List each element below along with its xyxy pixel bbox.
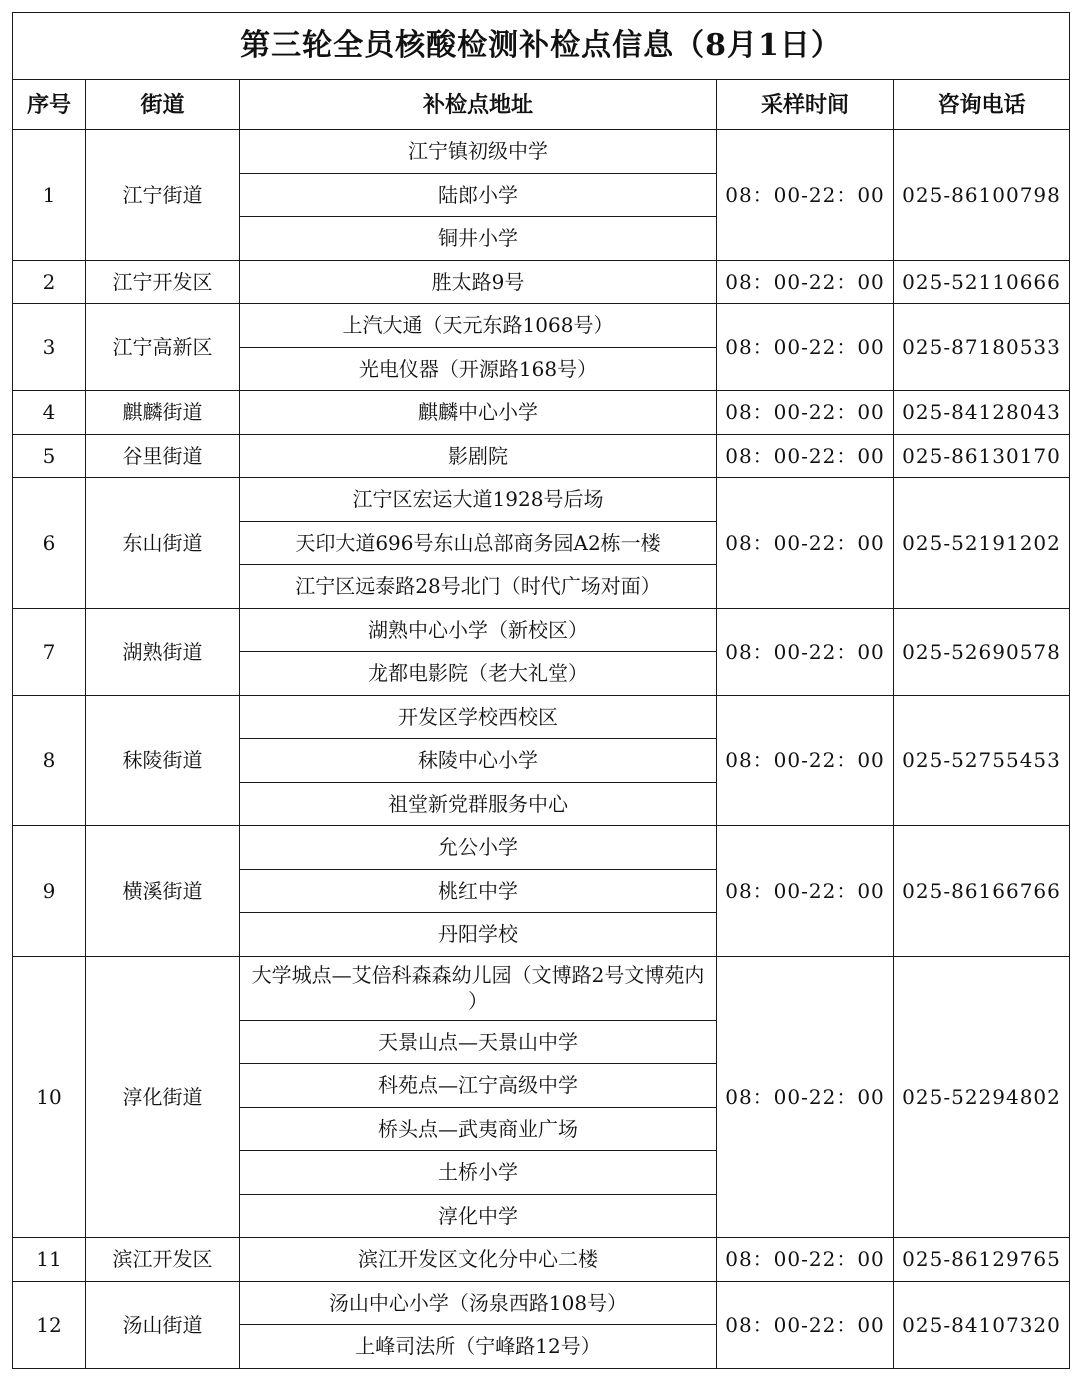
street-name: 麒麟街道 bbox=[86, 391, 240, 435]
sampling-time: 08：00-22：00 bbox=[717, 1281, 894, 1368]
sampling-time: 08：00-22：00 bbox=[717, 130, 894, 261]
table-row bbox=[13, 130, 1070, 174]
table-row bbox=[13, 260, 1070, 304]
table-row bbox=[13, 391, 1070, 435]
table-row bbox=[13, 304, 1070, 348]
row-index: 3 bbox=[13, 304, 86, 391]
street-name: 秣陵街道 bbox=[86, 695, 240, 826]
sampling-address: 江宁镇初级中学 bbox=[240, 130, 717, 174]
table-row bbox=[13, 956, 1070, 1020]
sampling-address: 麒麟中心小学 bbox=[240, 391, 717, 435]
sampling-time: 08：00-22：00 bbox=[717, 826, 894, 957]
hotline-phone: 025-86129765 bbox=[894, 1238, 1070, 1282]
street-name: 横溪街道 bbox=[86, 826, 240, 957]
sampling-address: 江宁区宏运大道1928号后场 bbox=[240, 478, 717, 522]
row-index: 11 bbox=[13, 1238, 86, 1282]
sampling-address: 汤山中心小学（汤泉西路108号） bbox=[240, 1281, 717, 1325]
sampling-time: 08：00-22：00 bbox=[717, 391, 894, 435]
sampling-time: 08：00-22：00 bbox=[717, 434, 894, 478]
row-index: 7 bbox=[13, 608, 86, 695]
street-name: 东山街道 bbox=[86, 478, 240, 609]
table-row bbox=[13, 608, 1070, 652]
table-row bbox=[13, 478, 1070, 522]
sampling-address: 上峰司法所（宁峰路12号） bbox=[240, 1325, 717, 1369]
sampling-time: 08：00-22：00 bbox=[717, 956, 894, 1238]
hotline-phone: 025-86166766 bbox=[894, 826, 1070, 957]
hotline-phone: 025-52294802 bbox=[894, 956, 1070, 1238]
street-name: 汤山街道 bbox=[86, 1281, 240, 1368]
table-row bbox=[13, 1238, 1070, 1282]
hotline-phone: 025-52690578 bbox=[894, 608, 1070, 695]
table-row bbox=[13, 826, 1070, 870]
hotline-phone: 025-86100798 bbox=[894, 130, 1070, 261]
row-index: 1 bbox=[13, 130, 86, 261]
sampling-address: 大学城点—艾倍科森森幼儿园（文博路2号文博苑内 ） bbox=[240, 956, 717, 1020]
sampling-address: 天景山点—天景山中学 bbox=[240, 1020, 717, 1064]
sampling-time: 08：00-22：00 bbox=[717, 478, 894, 609]
sampling-time: 08：00-22：00 bbox=[717, 260, 894, 304]
hotline-phone: 025-84107320 bbox=[894, 1281, 1070, 1368]
sampling-address: 光电仪器（开源路168号） bbox=[240, 347, 717, 391]
street-name: 滨江开发区 bbox=[86, 1238, 240, 1282]
street-name: 淳化街道 bbox=[86, 956, 240, 1238]
header-street: 街道 bbox=[86, 80, 240, 130]
hotline-phone: 025-52191202 bbox=[894, 478, 1070, 609]
sampling-address: 土桥小学 bbox=[240, 1151, 717, 1195]
sampling-address: 淳化中学 bbox=[240, 1194, 717, 1238]
table-body bbox=[13, 130, 1070, 1369]
street-name: 江宁高新区 bbox=[86, 304, 240, 391]
sampling-address: 湖熟中心小学（新校区） bbox=[240, 608, 717, 652]
hotline-phone: 025-87180533 bbox=[894, 304, 1070, 391]
sampling-address: 天印大道696号东山总部商务园A2栋一楼 bbox=[240, 521, 717, 565]
sampling-address: 上汽大通（天元东路1068号） bbox=[240, 304, 717, 348]
street-name: 湖熟街道 bbox=[86, 608, 240, 695]
sampling-time: 08：00-22：00 bbox=[717, 1238, 894, 1282]
table-row bbox=[13, 695, 1070, 739]
sampling-address: 胜太路9号 bbox=[240, 260, 717, 304]
street-name: 江宁开发区 bbox=[86, 260, 240, 304]
sampling-address: 开发区学校西校区 bbox=[240, 695, 717, 739]
row-index: 5 bbox=[13, 434, 86, 478]
row-index: 12 bbox=[13, 1281, 86, 1368]
row-index: 4 bbox=[13, 391, 86, 435]
sampling-address: 桥头点—武夷商业广场 bbox=[240, 1107, 717, 1151]
hotline-phone: 025-84128043 bbox=[894, 391, 1070, 435]
sampling-address: 秣陵中心小学 bbox=[240, 739, 717, 783]
sampling-time: 08：00-22：00 bbox=[717, 695, 894, 826]
street-name: 江宁街道 bbox=[86, 130, 240, 261]
header-index: 序号 bbox=[13, 80, 86, 130]
sampling-time: 08：00-22：00 bbox=[717, 608, 894, 695]
hotline-phone: 025-52755453 bbox=[894, 695, 1070, 826]
sampling-time: 08：00-22：00 bbox=[717, 304, 894, 391]
table-row bbox=[13, 434, 1070, 478]
table-title: 第三轮全员核酸检测补检点信息（8月1日） bbox=[13, 13, 1070, 80]
sampling-address: 科苑点—江宁高级中学 bbox=[240, 1064, 717, 1108]
sampling-points-table bbox=[12, 12, 1070, 1369]
sampling-address: 陆郎小学 bbox=[240, 173, 717, 217]
row-index: 9 bbox=[13, 826, 86, 957]
street-name: 谷里街道 bbox=[86, 434, 240, 478]
sampling-address: 铜井小学 bbox=[240, 217, 717, 261]
sampling-address: 滨江开发区文化分中心二楼 bbox=[240, 1238, 717, 1282]
row-index: 2 bbox=[13, 260, 86, 304]
hotline-phone: 025-86130170 bbox=[894, 434, 1070, 478]
sampling-address: 桃红中学 bbox=[240, 869, 717, 913]
sampling-address: 江宁区远泰路28号北门（时代广场对面） bbox=[240, 565, 717, 609]
table-row bbox=[13, 1281, 1070, 1325]
row-index: 10 bbox=[13, 956, 86, 1238]
row-index: 8 bbox=[13, 695, 86, 826]
sampling-address: 丹阳学校 bbox=[240, 913, 717, 957]
hotline-phone: 025-52110666 bbox=[894, 260, 1070, 304]
header-phone: 咨询电话 bbox=[894, 80, 1070, 130]
header-address: 补检点地址 bbox=[240, 80, 717, 130]
sampling-address: 祖堂新党群服务中心 bbox=[240, 782, 717, 826]
sampling-address: 允公小学 bbox=[240, 826, 717, 870]
sampling-address: 影剧院 bbox=[240, 434, 717, 478]
row-index: 6 bbox=[13, 478, 86, 609]
header-time: 采样时间 bbox=[717, 80, 894, 130]
sampling-address: 龙都电影院（老大礼堂） bbox=[240, 652, 717, 696]
